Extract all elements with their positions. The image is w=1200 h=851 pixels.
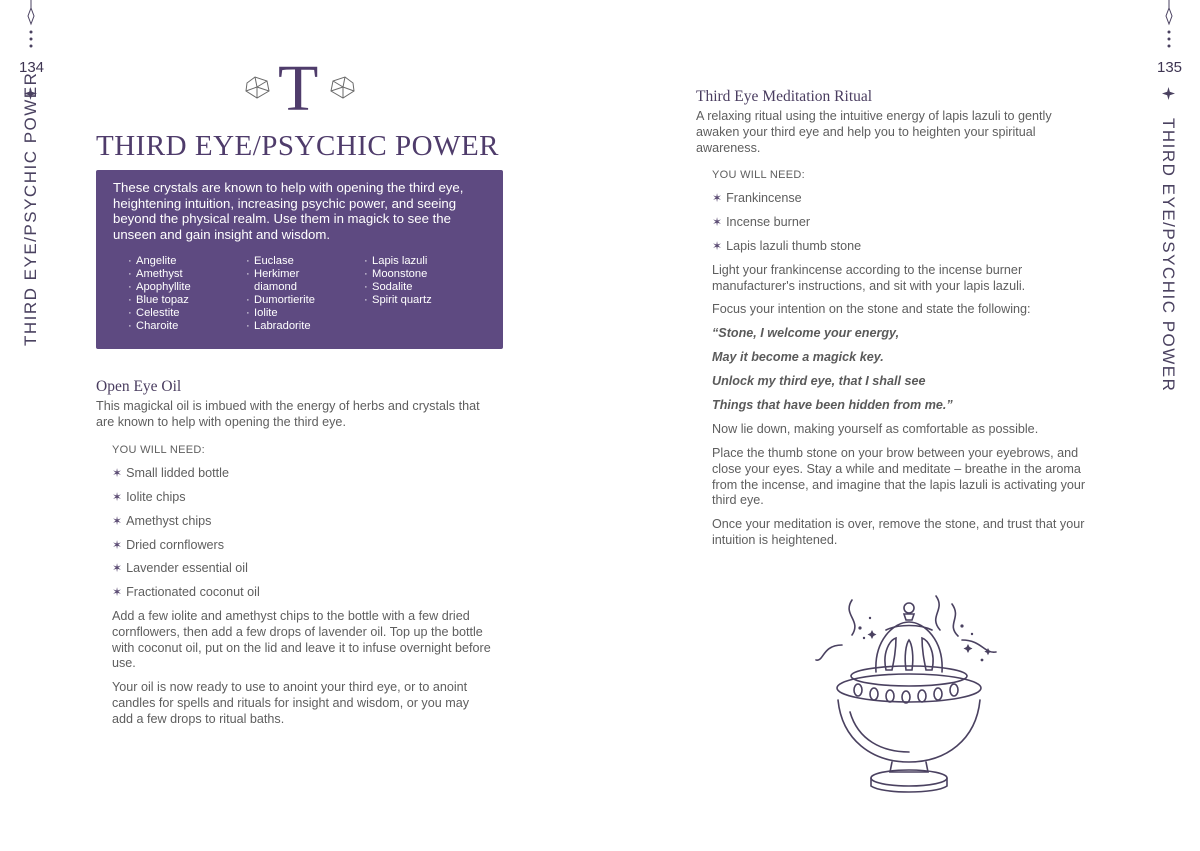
list-item: ✶ Fractionated coconut oil: [112, 585, 260, 599]
intro-box: [96, 170, 503, 349]
crystal-icon: [243, 73, 271, 101]
ritual-step: Place the thumb stone on your brow between your eyebrows, and close your eyes. Stay a while and meditate – breathe in the aroma from the incense, and imagine that the lapis lazuli is activating your third eye.: [712, 446, 1086, 508]
chant-line: May it become a magick key.: [712, 350, 884, 364]
ornament-icon: [22, 0, 40, 50]
list-item: · Blue topaz: [128, 294, 191, 307]
crystal-list-col3: [364, 255, 432, 307]
ritual-step: Now lie down, making yourself as comfortable as possible.: [712, 422, 1039, 436]
page-number: 134: [19, 59, 45, 76]
recipe-title: Open Eye Oil: [96, 378, 182, 395]
chant-line: “Stone, I welcome your energy,: [712, 326, 900, 340]
list-item: · Spirit quartz: [364, 294, 432, 307]
list-item: ✶ Lavender essential oil: [112, 561, 248, 575]
crystal-list-col2: [246, 255, 315, 332]
incense-burner-illustration: [812, 590, 1002, 800]
star-icon: ✶: [712, 191, 723, 205]
chapter-title: THIRD EYE/PSYCHIC POWER: [96, 130, 500, 162]
list-item: · Sodalite: [364, 281, 432, 294]
you-will-need-label: YOU WILL NEED:: [712, 169, 806, 181]
star-icon: ✶: [112, 538, 123, 552]
list-item: · Celestite: [128, 307, 191, 320]
list-item: ✶ Lapis lazuli thumb stone: [712, 239, 862, 253]
list-item: · Iolite: [246, 307, 315, 320]
list-item: · Herkimer: [246, 268, 315, 281]
star-icon: ✶: [112, 514, 123, 528]
list-item: · Angelite: [128, 255, 191, 268]
list-item: · Lapis lazuli: [364, 255, 432, 268]
list-item: · Apophyllite: [128, 281, 191, 294]
list-item: · Charoite: [128, 320, 191, 333]
recipe-step: Add a few iolite and amethyst chips to the bottle with a few dried cornflowers, then add a few drops of lavender oil. Top up the bottle with coconut oil, put on the lid and leave it to infuse overnight before use.: [112, 609, 491, 671]
page-number: 135: [1157, 59, 1183, 76]
chapter-letter: T: [278, 52, 319, 125]
list-item: · Dumortierite: [246, 294, 315, 307]
chant-line: Things that have been hidden from me.”: [712, 398, 953, 412]
list-item: · Amethyst: [128, 268, 191, 281]
star-icon: ✶: [112, 466, 123, 480]
list-item: · Euclase: [246, 255, 315, 268]
star-icon: ✶: [712, 215, 723, 229]
recipe-step: Your oil is now ready to use to anoint your third eye, or to anoint candles for spells and rituals for insight and wisdom, or you may add a few drops to ritual baths.: [112, 680, 469, 726]
chant-line: Unlock my third eye, that I shall see: [712, 374, 926, 388]
crystal-list-col1: [128, 255, 191, 332]
list-item: ✶ Incense burner: [712, 215, 811, 229]
list-item: · Labradorite: [246, 320, 315, 333]
star-icon: ✶: [712, 239, 723, 253]
ritual-intro: A relaxing ritual using the intuitive energy of lapis lazuli to gently awaken your third eye and help you to heighten your spiritual awareness.: [696, 109, 1052, 155]
crystal-icon: [329, 73, 357, 101]
star-icon: ✶: [112, 490, 123, 504]
ritual-step: Focus your intention on the stone and state the following:: [712, 302, 1031, 316]
list-item: ✶ Dried cornflowers: [112, 538, 225, 552]
list-item: ✶ Small lidded bottle: [112, 466, 229, 480]
star-icon: ✶: [112, 561, 123, 575]
star-icon: ✶: [112, 585, 123, 599]
ritual-title: Third Eye Meditation Ritual: [696, 88, 873, 105]
ritual-step: Once your meditation is over, remove the stone, and trust that your intuition is heightened.: [712, 517, 1085, 547]
side-title: THIRD EYE/PSYCHIC POWER: [21, 71, 40, 346]
intro-text: These crystals are known to help with opening the third eye, heightening intuition, increasing psychic power, and seeing beyond the physical realm. Use them in magick to see the unseen and gain insight and wisdom.: [113, 180, 464, 242]
list-item: ✶ Iolite chips: [112, 490, 186, 504]
ornament-icon: [1160, 0, 1178, 50]
star-icon: [1162, 87, 1175, 100]
list-item: ✶ Amethyst chips: [112, 514, 212, 528]
list-item: diamond: [254, 280, 297, 293]
list-item: · Moonstone: [364, 268, 432, 281]
ritual-step: Light your frankincense according to the incense burner manufacturer's instructions, and sit with your lapis lazuli.: [712, 263, 1026, 293]
list-item: ✶ Frankincense: [712, 191, 802, 205]
you-will-need-label: YOU WILL NEED:: [112, 444, 206, 456]
side-title: THIRD EYE/PSYCHIC POWER: [1159, 118, 1178, 393]
recipe-intro: This magickal oil is imbued with the energy of herbs and crystals that are known to help with opening the third eye.: [96, 399, 480, 429]
